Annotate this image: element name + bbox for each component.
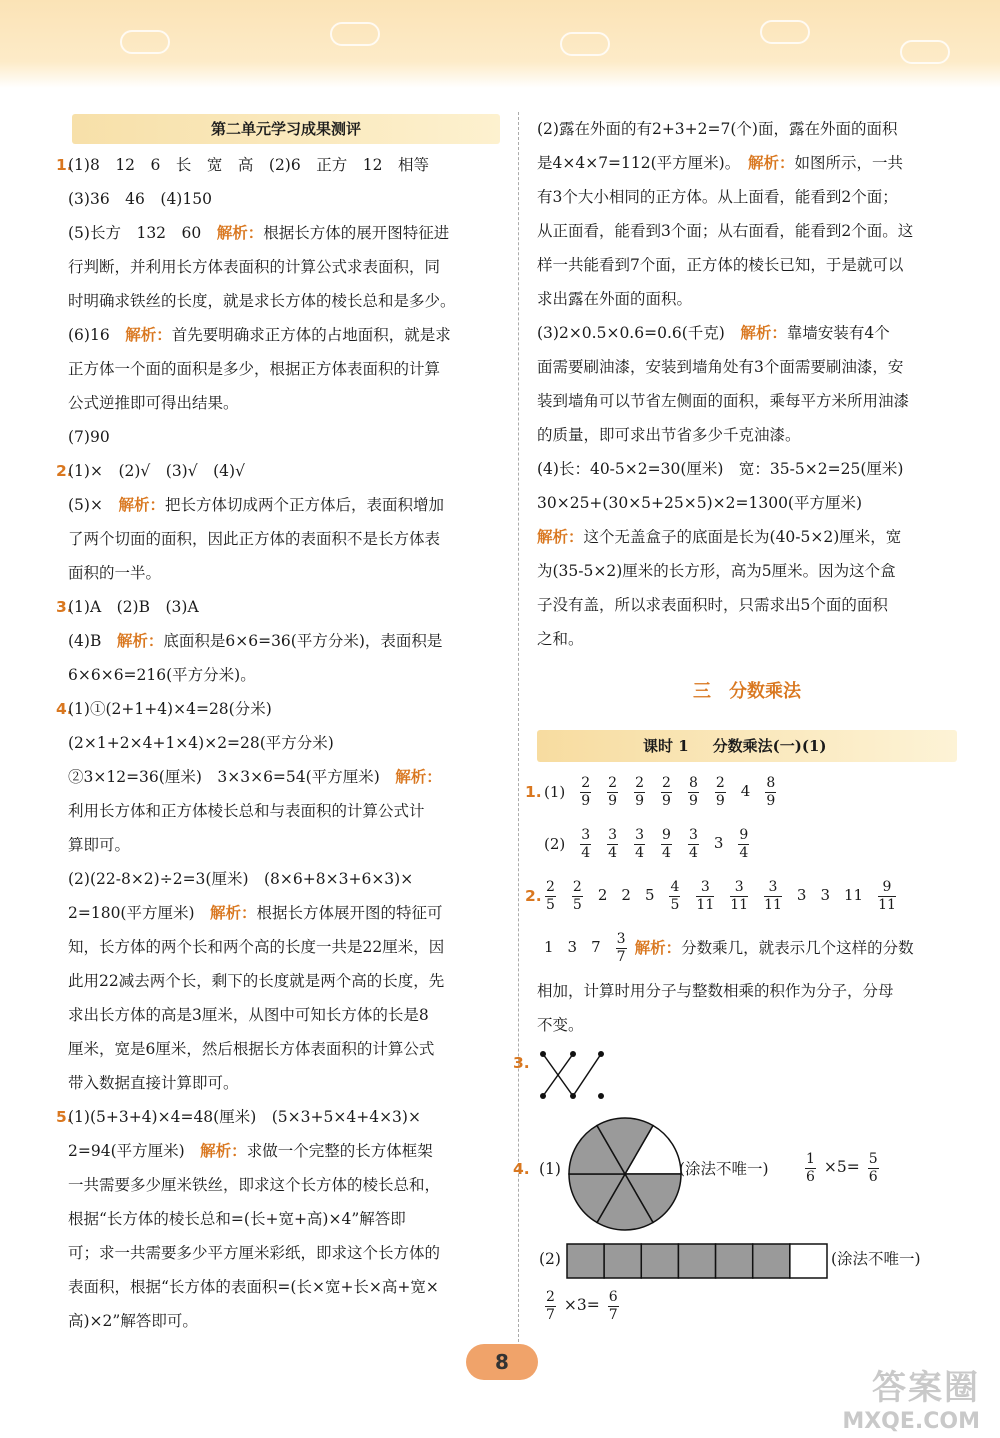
r2-row2: 1 3 7 $\frac{3}{7}$ 解析： 分数乘几，就表示几个这样的分数 bbox=[544, 930, 914, 965]
fraction: $\frac{3}{4}$ bbox=[635, 826, 645, 861]
jiexi-label: 解析： bbox=[740, 324, 787, 342]
q4-line: 求出长方体的高是3厘米，从图中可知长方体的长是8 bbox=[68, 1006, 429, 1024]
jiexi-label: 解析： bbox=[216, 224, 264, 242]
q4-line: 带入数据直接计算即可。 bbox=[68, 1074, 239, 1092]
jiexi-label: 解析： bbox=[395, 768, 442, 786]
number: 2 bbox=[621, 886, 631, 905]
fraction: $\frac{4}{5}$ bbox=[670, 878, 680, 913]
q4-line: 此用22减去两个长，剩下的长度就是两个高的长度，先 bbox=[68, 972, 445, 990]
cloud-icon bbox=[760, 20, 810, 44]
cont-line: 有3个大小相同的正方体。从上面看，能看到2个面； bbox=[537, 188, 898, 206]
q3-line: 3.(1)A (2)B (3)A bbox=[56, 598, 199, 616]
section-title: 第二单元学习成果测评 bbox=[72, 114, 500, 144]
fraction: $\frac{3}{7}$ bbox=[616, 930, 626, 965]
cont-line: 解析：这个无盖盒子的底面是长为(40-5×2)厘米，宽 bbox=[537, 528, 902, 546]
cont-line: 面需要刷油漆，安装到墙角处有3个面需要刷油漆，安 bbox=[537, 358, 904, 376]
fraction: $\frac{2}{9}$ bbox=[715, 774, 725, 809]
cont-line: 装到墙角可以节省左侧面的面积，乘每平方米所用油漆 bbox=[537, 392, 910, 410]
fraction: $\frac{3}{4}$ bbox=[581, 826, 591, 861]
r4-pie-row: 4. (1) (涂法不唯一) $\frac{1}{6}$ ×5= $\frac{5}{6}$ bbox=[537, 1112, 957, 1238]
cloud-icon bbox=[560, 32, 610, 56]
page-number: 8 bbox=[466, 1344, 538, 1380]
cont-line: 30×25+(30×5+25×5)×2=1300(平方厘米) bbox=[537, 494, 863, 512]
cont-line: 样一共能看到7个面，正方体的棱长已知，于是就可以 bbox=[537, 256, 904, 274]
cont-line: 求出露在外面的面积。 bbox=[537, 290, 693, 308]
jiexi-label: 解析： bbox=[200, 1142, 247, 1160]
r3-matching: 3. bbox=[537, 1042, 957, 1112]
q1-line: (5)长方 132 60 解析：根据长方体的展开图特征进 bbox=[68, 224, 450, 242]
fraction: $\frac{3}{4}$ bbox=[608, 826, 618, 861]
q5-line: 根据“长方体的棱长总和=(长+宽+高)×4”解答即 bbox=[68, 1210, 406, 1228]
q3-line: (4)B 解析：底面积是6×6=36(平方分米)，表面积是 bbox=[68, 632, 443, 650]
cont-line: 从正面看，能看到3个面；从右面看，能看到2个面。这 bbox=[537, 222, 914, 240]
q1-line: (3)36 46 (4)150 bbox=[68, 190, 212, 208]
number: 1 bbox=[544, 938, 554, 957]
q2-line: (5)× 解析：把长方体切成两个正方体后，表面积增加 bbox=[68, 496, 444, 514]
number: 3 bbox=[567, 938, 578, 957]
r1-row1: 1. (1) $\frac{2}{9}$ $\frac{2}{9}$ $\frac{2}{9}$ $\frac{2}{9}$ $\frac{8}{9}$ $\frac{2}{9}$ 4 $\frac{8}{9}$ bbox=[525, 774, 776, 809]
q3-line: 6×6×6=216(平方分米)。 bbox=[68, 666, 256, 684]
fraction: $\frac{2}{9}$ bbox=[635, 774, 645, 809]
q5-line: 可；求一共需要多少平方厘米彩纸，即求这个长方体的 bbox=[68, 1244, 441, 1262]
bar-cell bbox=[641, 1244, 678, 1278]
jiexi-label: 解析： bbox=[537, 528, 584, 546]
lesson-number: 课时 1 bbox=[643, 737, 689, 755]
jiexi-label: 解析： bbox=[634, 939, 682, 957]
fraction: $\frac{9}{4}$ bbox=[662, 826, 671, 861]
cont-line: 的质量，即可求出节省多少千克油漆。 bbox=[537, 426, 801, 444]
fraction: $\frac{2}{9}$ bbox=[608, 774, 618, 809]
q4-line: ②3×12=36(厘米) 3×3×6=54(平方厘米) 解析： bbox=[68, 768, 442, 786]
cont-line: 子没有盖，所以求表面积时，只需求出5个面的面积 bbox=[537, 596, 888, 614]
bar-cell bbox=[716, 1244, 753, 1278]
matching-lines-diagram bbox=[537, 1048, 607, 1108]
number: 11 bbox=[843, 886, 864, 905]
top-decor-band bbox=[0, 0, 1000, 88]
q2-line: 了两个切面的面积，因此正方体的表面积不是长方体表 bbox=[68, 530, 441, 548]
right-column bbox=[513, 112, 957, 1326]
number: 4 bbox=[740, 782, 751, 801]
q4-line: 知，长方体的两个长和两个高的长度一共是22厘米，因 bbox=[68, 938, 445, 956]
q4-line: (2×1+2×4+1×4)×2=28(平方分米) bbox=[68, 734, 334, 752]
q1-line: (6)16 解析：首先要明确求正方体的占地面积，就是求 bbox=[68, 326, 451, 344]
lesson-title: 分数乘法(一)(1) bbox=[712, 737, 827, 755]
q1-line: 1.(1)8 12 6 长 宽 高 (2)6 正方 12 相等 bbox=[56, 156, 429, 174]
fraction: $\frac{8}{9}$ bbox=[766, 774, 776, 809]
fraction: $\frac{3}{11}$ bbox=[696, 878, 715, 913]
left-column bbox=[56, 112, 504, 1338]
q4-line: 4.(1)①(2+1+4)×4=28(分米) bbox=[56, 700, 272, 718]
fraction: $\frac{2}{7}$ bbox=[546, 1288, 555, 1323]
cont-line: 为(35-5×2)厘米的长方形，高为5厘米。因为这个盒 bbox=[537, 562, 896, 580]
jiexi-label: 解析： bbox=[116, 632, 164, 650]
jiexi-label: 解析： bbox=[125, 326, 172, 344]
r2-row1: 2. $\frac{2}{5}$ $\frac{2}{5}$ 2 2 5 $\frac{4}{5}$ $\frac{3}{11}$ $\frac{3}{11}$ $\frac{3}{11}$ 3 3 11 $\frac{9}{11}$ bbox=[525, 878, 896, 913]
chapter-title: 三 分数乘法 bbox=[693, 681, 801, 702]
operator: ×5= bbox=[823, 1158, 860, 1176]
q4-line: 利用长方体和正方体棱长总和与表面积的计算公式计 bbox=[68, 802, 425, 820]
bar-cell bbox=[753, 1244, 790, 1278]
q2-line: 面积的一半。 bbox=[68, 564, 162, 582]
number: 7 bbox=[591, 938, 601, 957]
cont-line: (2)露在外面的有2+3+2=7(个)面，露在外面的面积 bbox=[537, 120, 898, 138]
q1-line: 行判断，并利用长方体表面积的计算公式求表面积，同 bbox=[68, 258, 441, 276]
watermark-logo: 答案圈 bbox=[872, 1368, 980, 1408]
fraction: $\frac{6}{7}$ bbox=[608, 1288, 618, 1323]
lesson-bar bbox=[537, 730, 957, 762]
q5-line: 2=94(平方厘米) 解析：求做一个完整的长方体框架 bbox=[68, 1142, 433, 1160]
fraction: $\frac{3}{11}$ bbox=[730, 878, 749, 913]
fraction: $\frac{5}{6}$ bbox=[868, 1150, 878, 1185]
operator: ×3= bbox=[563, 1296, 600, 1315]
q4-line: (2)(22-8×2)÷2=3(厘米) (8×6+8×3+6×3)× bbox=[68, 870, 414, 888]
q1-line: 正方体一个面的面积是多少，根据正方体表面积的计算 bbox=[68, 360, 441, 378]
q1-line: 公式逆推即可得出结果。 bbox=[68, 394, 239, 412]
watermark-url: MXQE.COM bbox=[842, 1409, 980, 1434]
cont-line: (3)2×0.5×0.6=0.6(千克) 解析：靠墙安装有4个 bbox=[537, 324, 890, 342]
watermark bbox=[842, 1360, 980, 1434]
cont-line: 之和。 bbox=[537, 630, 584, 648]
q2-line: 2.(1)× (2)√ (3)√ (4)√ bbox=[56, 462, 245, 480]
r4-eq2 bbox=[537, 1286, 957, 1326]
fraction: $\frac{2}{5}$ bbox=[546, 878, 555, 913]
q4-line: 2=180(平方厘米) 解析：根据长方体展开图的特征可 bbox=[68, 904, 443, 922]
cont-line: (4)长：40-5×2=30(厘米) 宽：35-5×2=25(厘米) bbox=[537, 460, 904, 478]
fraction: $\frac{3}{11}$ bbox=[764, 878, 782, 913]
q1-line: 时明确求铁丝的长度，就是求长方体的棱长总和是多少。 bbox=[68, 292, 456, 310]
jiexi-label: 解析： bbox=[747, 154, 795, 172]
bar-cell bbox=[567, 1244, 604, 1278]
number: 5 bbox=[644, 886, 655, 905]
fraction: $\frac{3}{4}$ bbox=[688, 826, 698, 861]
bar-diagram bbox=[565, 1242, 829, 1280]
number: 2 bbox=[597, 886, 608, 905]
r4-bar-row: (2) (涂法不唯一) bbox=[537, 1238, 957, 1286]
fraction: $\frac{2}{9}$ bbox=[662, 774, 671, 809]
r2-line: 不变。 bbox=[537, 1016, 584, 1034]
fraction: $\frac{1}{6}$ bbox=[806, 1150, 815, 1185]
fraction: $\frac{2}{5}$ bbox=[572, 878, 582, 913]
r2-line: 相加，计算时用分子与整数相乘的积作为分子，分母 bbox=[537, 982, 894, 1000]
fraction: $\frac{2}{9}$ bbox=[581, 774, 591, 809]
cloud-icon bbox=[330, 22, 380, 46]
fraction: $\frac{9}{4}$ bbox=[739, 826, 749, 861]
q5-line: 表面积，根据“长方体的表面积=(长×宽+长×高+宽× bbox=[68, 1278, 439, 1296]
q5-line: 高)×2”解答即可。 bbox=[68, 1312, 198, 1330]
paint-note: (涂法不唯一) bbox=[831, 1250, 921, 1268]
paint-note: (涂法不唯一) bbox=[679, 1160, 769, 1178]
number: 3 bbox=[820, 886, 830, 905]
cloud-icon bbox=[900, 40, 950, 64]
q4-line: 算即可。 bbox=[68, 836, 131, 854]
pie-diagram bbox=[565, 1114, 685, 1234]
number: 3 bbox=[796, 886, 807, 905]
fraction: $\frac{9}{11}$ bbox=[878, 878, 896, 913]
number: 3 bbox=[713, 834, 724, 853]
r1-row2: (2) $\frac{3}{4}$ $\frac{3}{4}$ $\frac{3}{4}$ $\frac{9}{4}$ $\frac{3}{4}$ 3 $\frac{9}{4}$ bbox=[544, 826, 749, 861]
q5-line: 5.(1)(5+3+4)×4=48(厘米) (5×3+5×4+4×3)× bbox=[56, 1108, 421, 1126]
fraction: $\frac{8}{9}$ bbox=[688, 774, 698, 809]
jiexi-label: 解析： bbox=[210, 904, 257, 922]
cont-line: 是4×4×7=112(平方厘米)。 解析：如图所示，一共 bbox=[537, 154, 904, 172]
q1-line: (7)90 bbox=[68, 428, 110, 446]
bar-cell bbox=[678, 1244, 715, 1278]
jiexi-label: 解析： bbox=[118, 496, 165, 514]
q5-line: 一共需要多少厘米铁丝，即求这个长方体的棱长总和， bbox=[68, 1176, 441, 1194]
q4-line: 厘米，宽是6厘米，然后根据长方体表面积的计算公式 bbox=[68, 1040, 435, 1058]
bar-cell bbox=[604, 1244, 641, 1278]
bar-cell bbox=[790, 1244, 827, 1278]
cloud-icon bbox=[120, 30, 170, 54]
